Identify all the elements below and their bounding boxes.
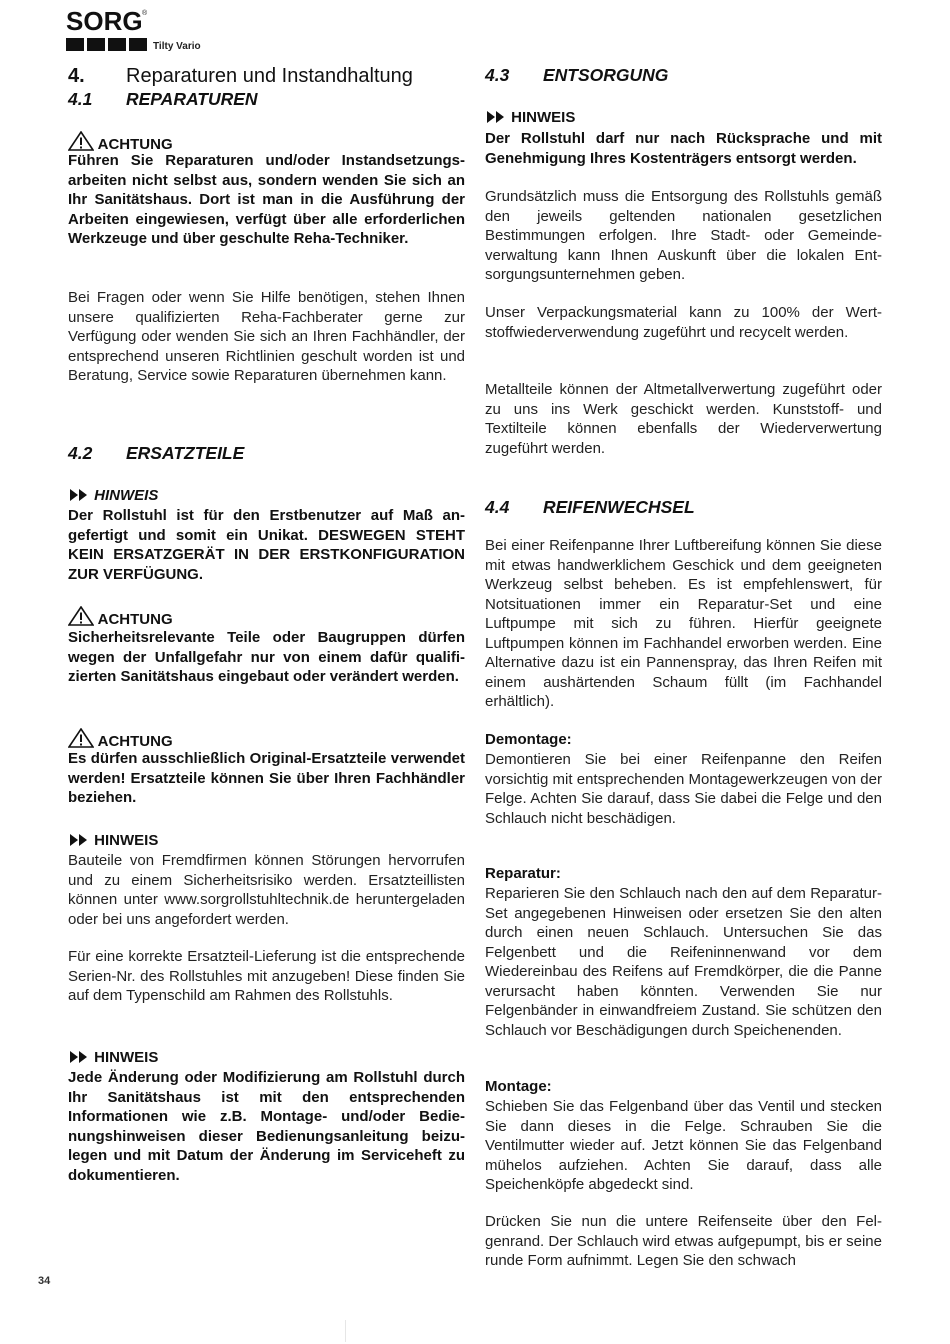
paragraph: Demontieren Sie bei einer Reifenpanne den Reifen vorsichtig mit entsprechenden Montagewerkzeugen von der Felge. Achten Sie darauf, dass Sie dabei die Felge und den Schlauch nicht beschädigen. (485, 751, 882, 827)
chapter-heading (68, 64, 413, 88)
double-arrow-icon (68, 1049, 90, 1066)
chapter-number: 4. (68, 65, 85, 87)
hint-text: Der Rollstuhl ist für den Erstbenutzer auf Maß angefertigt und somit ein Unikat. DESWEGEN STEHT KEIN ERSATZGERÄT IN DER ERSTKONFIGURATION ZUR VERFÜGUNG. (68, 507, 465, 583)
section-number: 4.4 (485, 497, 510, 517)
warning-text: Führen Sie Reparaturen und/oder Instandsetzungsarbeiten nicht selbst aus, sondern wenden Sie sich an Ihr Sanitätshaus. Dort ist man in die Ausführung der Arbeiten eingewiesen, verfügt über alle erforderlichen Werkzeuge und über geschulte Reha-Techniker. (68, 152, 465, 247)
warning-triangle-icon (68, 611, 94, 628)
hint-text: Der Rollstuhl darf nur nach Rücksprache und mit Genehmigung Ihres Kostenträgers entsorgt werden. (485, 130, 882, 167)
section-heading-4-2 (68, 442, 244, 464)
page-number: 34 (38, 1275, 51, 1287)
chapter-title: Reparaturen und Instandhaltung (126, 65, 413, 87)
section-heading-4-4 (485, 496, 695, 518)
subheading-montage: Montage: (485, 1078, 552, 1095)
section-title: ERSATZTEILE (126, 443, 245, 463)
double-arrow-icon (68, 487, 90, 504)
warning-label: ACHTUNG (68, 606, 173, 630)
section-number: 4.3 (485, 65, 510, 85)
warning-label: ACHTUNG (68, 131, 173, 155)
brand-logo-text: SORG (66, 6, 143, 36)
paragraph: Reparieren Sie den Schlauch nach den auf dem Reparatur-Set angegebenen Hinweisen oder ersetzen Sie den alten durch einen neuen Schlauch. Untersuchen Sie das Felgenbett und die Reifeninnenwand vor dem Wiedereinbau des Reifens auf Fremdkörper, die die Panne verursacht haben könnten. Verwenden Sie nur Felgenbänder in einwandfreiem Zustand. Sie schützen den Schlauch vor Beschädigungen durch Speichenenden. (485, 885, 882, 1039)
paragraph: Grundsätzlich muss die Entsorgung des Rollstuhls gemäß den jeweils geltenden nationalen gesetzlichen Bestimmungen erfolgen. Ihre Stadt- oder Gemeindeverwaltung kann Ihnen Auskunft über die lokalen Entsorgungsunternehmen geben. (485, 188, 882, 283)
logo-blocks (66, 38, 147, 51)
section-title: ENTSORGUNG (543, 65, 669, 85)
paragraph: Schieben Sie das Felgenband über das Ventil und stecken Sie dann dieses in die Felge. Schrauben Sie die Ventilmutter wieder auf. Jetzt können Sie das Felgenband mühelos aufziehen. Achten Sie darauf, dass alle Speichenköpfe abgedeckt sind. (485, 1098, 882, 1193)
section-number: 4.2 (68, 443, 93, 463)
warning-text: Es dürfen ausschließlich Original-Ersatzteile verwendet werden! Ersatzteile können Sie über Ihren Fachhändler beziehen. (68, 750, 465, 806)
registered-mark: ® (142, 10, 148, 17)
double-arrow-icon (68, 832, 90, 849)
section-heading-4-1 (68, 88, 258, 110)
hint-text: Jede Änderung oder Modifizierung am Rollstuhl durch Ihr Sanitätshaus ist mit den entsprechenden Informationen wie z.B. Montage- und/oder Bedienungshinweisen dieser Bedienungsanleitung beizulegen und mit Datum der Änderung im Serviceheft zu dokumentieren. (68, 1069, 465, 1184)
product-name: Tilty Vario (153, 41, 201, 52)
hint-label: HINWEIS (68, 831, 158, 851)
hint-text: Bauteile von Fremdfirmen können Störungen hervorrufen und zu einem Sicherheitsrisiko werden. Ersatzteillisten können unter www.sorgrollstuhltechnik.de heruntergeladen oder bei uns angefordert werden. (68, 852, 465, 928)
warning-triangle-icon (68, 733, 94, 750)
paragraph: Unser Verpackungsmaterial kann zu 100% der Wertstoffwiederverwendung zugeführt und recycelt werden. (485, 304, 882, 341)
hint-label: HINWEIS (485, 108, 575, 128)
warning-text: Sicherheitsrelevante Teile oder Baugruppen dürfen wegen der Unfallgefahr nur von einem dafür qualifizierten Sanitätshaus eingebaut oder verändert werden. (68, 629, 465, 685)
section-heading-4-3 (485, 64, 668, 86)
double-arrow-icon (485, 109, 507, 126)
subheading-demontage: Demontage: (485, 731, 572, 748)
paragraph: Drücken Sie nun die untere Reifenseite über den Felgenrand. Der Schlauch wird etwas aufgepumpt, bis er seine runde Form aufnimmt. Legen Sie den schwach (485, 1213, 882, 1269)
brand-logo (66, 8, 148, 53)
paragraph: Für eine korrekte Ersatzteil-Lieferung ist die entsprechende Serien-Nr. des Rollstuhles mit anzugeben! Diese finden Sie auf dem Typenschild am Rahmen des Rollstuhls. (68, 948, 465, 1004)
section-title: REPARATUREN (126, 89, 258, 109)
fold-mark (345, 1320, 346, 1342)
paragraph: Bei Fragen oder wenn Sie Hilfe benötigen, stehen Ihnen unsere qualifizierten Reha-Fachberater gerne zur Verfügung oder wenden Sie sich an Ihren Fachhändler, der entsprechend unseren Richtlinien geschult worden ist und Beratung, Service sowie Reparaturen übernehmen kann. (68, 289, 465, 384)
hint-label: HINWEIS (68, 1048, 158, 1068)
warning-label: ACHTUNG (68, 728, 173, 752)
paragraph: Metallteile können der Altmetallverwertung zugeführt oder zu uns ins Werk geschickt werden. Kunststoff- und Textilteile können ebenfalls der Wiederverwertung zugeführt werden. (485, 381, 882, 457)
subheading-reparatur: Reparatur: (485, 865, 561, 882)
section-title: REIFENWECHSEL (543, 497, 695, 517)
section-number: 4.1 (68, 89, 93, 109)
hint-label: HINWEIS (68, 486, 158, 506)
paragraph: Bei einer Reifenpanne Ihrer Luftbereifung können Sie diese mit etwas handwerklichem Geschick und dem geeigneten Werkzeug selbst beheben. Es ist empfehlenswert, für Notsituationen immer ein Reparatur-Set und eine Luftpumpe mit sich zu führen. Hierfür geeignete Luftpumpen können im Fachhandel erworben werden. Eine Alternative dazu ist ein Pannenspray, das Ihren Reifen mit einem aushärtenden Schaum füllt (im Fachhandel erhältlich). (485, 537, 882, 710)
